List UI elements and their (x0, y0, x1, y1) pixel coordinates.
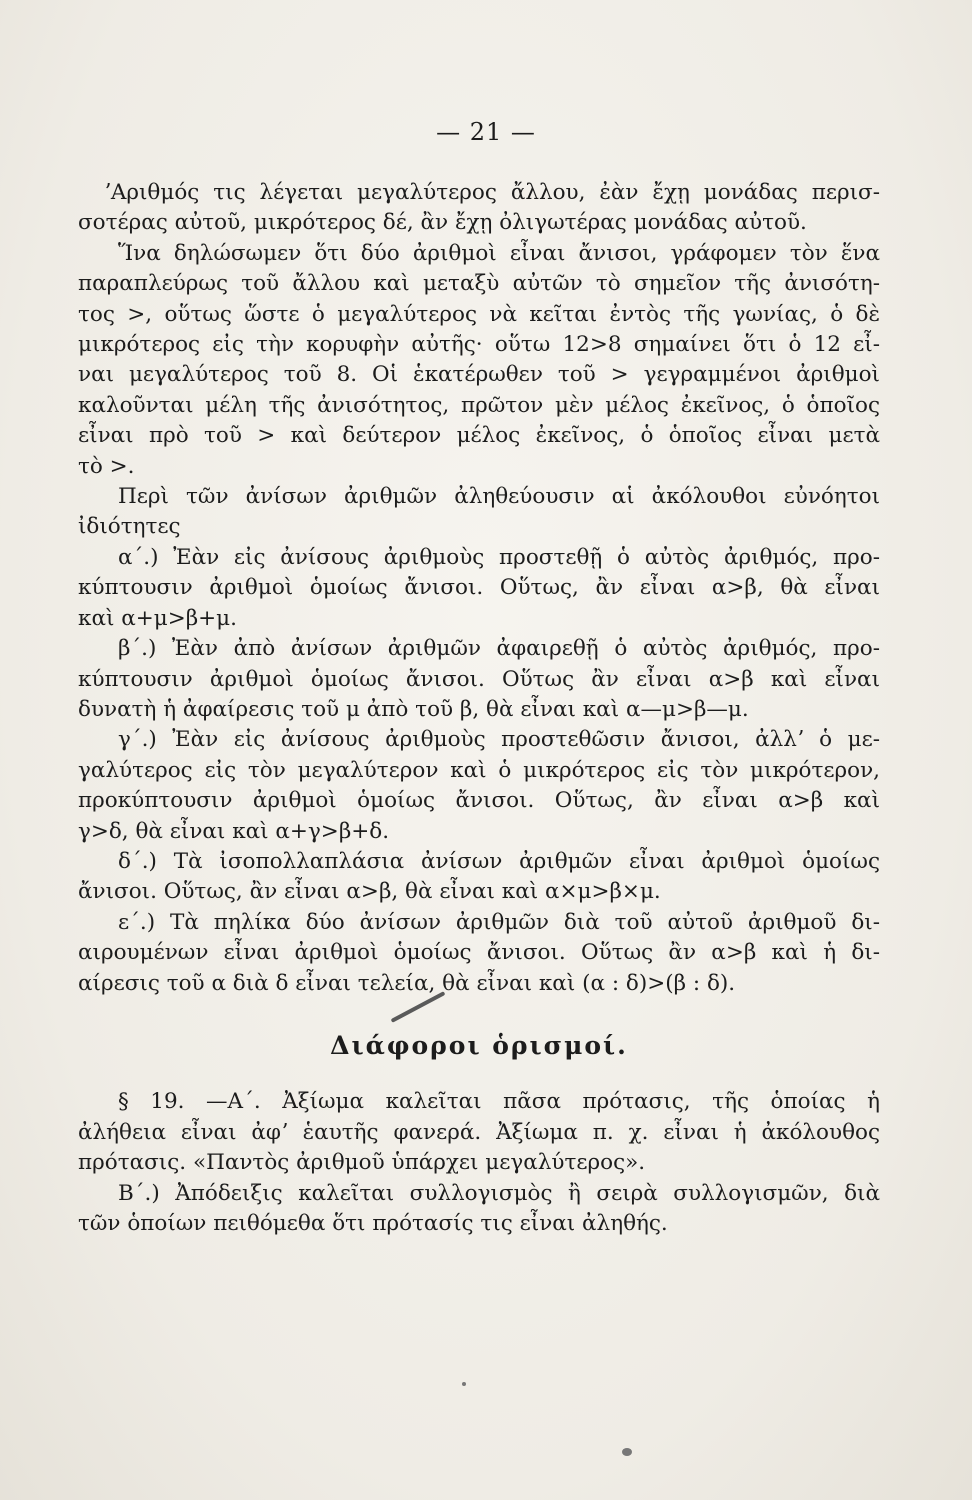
text-line: εἶναι πρὸ τοῦ > καὶ δεύτερον μέλος ἐκεῖνος, ὁ ὁποῖος εἶναι μετὰ (78, 423, 880, 449)
paragraph-inequality-sign (78, 239, 880, 482)
text-line: γ>δ, θὰ εἶναι καὶ α+γ>β+δ. (78, 818, 390, 844)
text-line: δυνατὴ ἡ ἀφαίρεσις τοῦ μ ἀπὸ τοῦ β, θὰ εἶναι καὶ α—μ>β—μ. (78, 696, 749, 722)
spacer (78, 999, 880, 1023)
text-line: Β΄.) Ἀπόδειξις καλεῖται συλλογισμὸς ἢ σειρὰ συλλογισμῶν, διὰ (118, 1180, 880, 1206)
text-line: ἀλήθεια εἶναι ἀφʼ ἑαυτῆς φανερά. Ἀξίωμα π. χ. εἶναι ἡ ἀκόλουθος (78, 1119, 880, 1145)
ink-speck (462, 1382, 466, 1386)
text-line: ʼΑριθμός τις λέγεται μεγαλύτερος ἄλλου, ἐὰν ἔχῃ μονάδας περισ- (104, 180, 880, 205)
text-line: πρότασις. «Παντὸς ἀριθμοῦ ὑπάρχει μεγαλύτερος». (78, 1150, 646, 1176)
property-b (78, 634, 880, 725)
text-line: γαλύτερος εἰς τὸν μεγαλύτερον καὶ ὁ μικρότερος εἰς τὸν μικρότερον, (78, 757, 880, 783)
text-line: Περὶ τῶν ἀνίσων ἀριθμῶν ἀληθεύουσιν αἱ ἀκόλουθοι εὐνόητοι (118, 484, 880, 510)
text-line: ἰδιότητες (78, 514, 181, 540)
text-line: τῶν ὁποίων πειθόμεθα ὅτι πρότασίς τις εἶναι ἀληθής. (78, 1211, 668, 1236)
text-line: κύπτουσιν ἀριθμοὶ ὁμοίως ἄνισοι. Οὕτως ἂν εἶναι α>β καὶ εἶναι (78, 666, 880, 692)
text-line: τος >, οὕτως ὥστε ὁ μεγαλύτερος νὰ κεῖται ἐντὸς τῆς γωνίας, ὁ δὲ (78, 301, 880, 327)
text-line: παραπλεύρως τοῦ ἄλλου καὶ μεταξὺ αὐτῶν τὸ σημεῖον τῆς ἀνισότη- (78, 271, 880, 297)
text-line: αίρεσις τοῦ α διὰ δ εἶναι τελεία, θὰ εἶναι καὶ (α : δ)>(β : δ). (78, 970, 736, 996)
paragraph-properties-intro (78, 482, 880, 543)
paragraph-proof (78, 1179, 880, 1240)
section-heading (78, 1031, 880, 1061)
text-line: α΄.) Ἐὰν εἰς ἀνίσους ἀριθμοὺς προστεθῇ ὁ αὐτὸς ἀριθμός, προ- (118, 544, 880, 570)
text-line: Ἵνα δηλώσωμεν ὅτι δύο ἀριθμοὶ εἶναι ἄνισοι, γράφομεν τὸν ἕνα (118, 240, 880, 266)
page-body (78, 178, 880, 1239)
page-number: — 21 — (436, 118, 536, 146)
text-line: ναι μεγαλύτερος τοῦ 8. Οἱ ἑκατέρωθεν τοῦ > γεγραμμένοι ἀριθμοὶ (78, 362, 880, 388)
section-heading-text: Διάφοροι ὁρισμοί. (330, 1030, 628, 1060)
text-line: καὶ α+μ>β+μ. (78, 605, 237, 631)
property-d (78, 847, 880, 908)
text-line: γ΄.) Ἐὰν εἰς ἀνίσους ἀριθμοὺς προστεθῶσιν ἄνισοι, ἀλλʼ ὁ με- (118, 727, 880, 753)
text-line: αιρουμένων εἶναι ἀριθμοὶ ὁμοίως ἄνισοι. Οὕτως ἂν α>β καὶ ἡ δι- (78, 940, 880, 966)
ink-speck (622, 1448, 632, 1456)
property-e (78, 908, 880, 999)
text-line: κύπτουσιν ἀριθμοὶ ὁμοίως ἄνισοι. Οὕτως, ἂν εἶναι α>β, θὰ εἶναι (78, 575, 880, 601)
text-line: μικρότερος εἰς τὴν κορυφὴν αὐτῆς· οὕτω 12>8 σημαίνει ὅτι ὁ 12 εἶ- (78, 332, 880, 358)
property-a (78, 543, 880, 634)
text-line: δ΄.) Τὰ ἰσοπολλαπλάσια ἀνίσων ἀριθμῶν εἶναι ἀριθμοὶ ὁμοίως (118, 848, 880, 874)
text-line: καλοῦνται μέλη τῆς ἀνισότητος, πρῶτον μὲν μέλος ἐκεῖνος, ὁ ὁποῖος (78, 392, 880, 418)
text-line: § 19. —Α΄. Ἀξίωμα καλεῖται πᾶσα πρότασις, τῆς ὁποίας ἡ (118, 1089, 880, 1115)
text-line: ε΄.) Τὰ πηλίκα δύο ἀνίσων ἀριθμῶν διὰ τοῦ αὐτοῦ ἀριθμοῦ δι- (118, 909, 880, 935)
text-line: προκύπτουσιν ἀριθμοὶ ὁμοίως ἄνισοι. Οὕτως, ἂν εἶναι α>β καὶ (78, 788, 880, 814)
text-line: τὸ >. (78, 453, 135, 479)
paragraph-axiom (78, 1087, 880, 1178)
text-line: σοτέρας αὐτοῦ, μικρότερος δέ, ἂν ἔχῃ ὀλιγωτέρας μονάδας αὐτοῦ. (78, 210, 807, 236)
property-c (78, 725, 880, 847)
text-line: β΄.) Ἐὰν ἀπὸ ἀνίσων ἀριθμῶν ἀφαιρεθῇ ὁ αὐτὸς ἀριθμός, προ- (118, 636, 880, 662)
text-line: ἄνισοι. Οὕτως, ἂν εἶναι α>β, θὰ εἶναι καὶ α×μ>β×μ. (78, 879, 661, 905)
paragraph-definition-greater (78, 178, 880, 239)
